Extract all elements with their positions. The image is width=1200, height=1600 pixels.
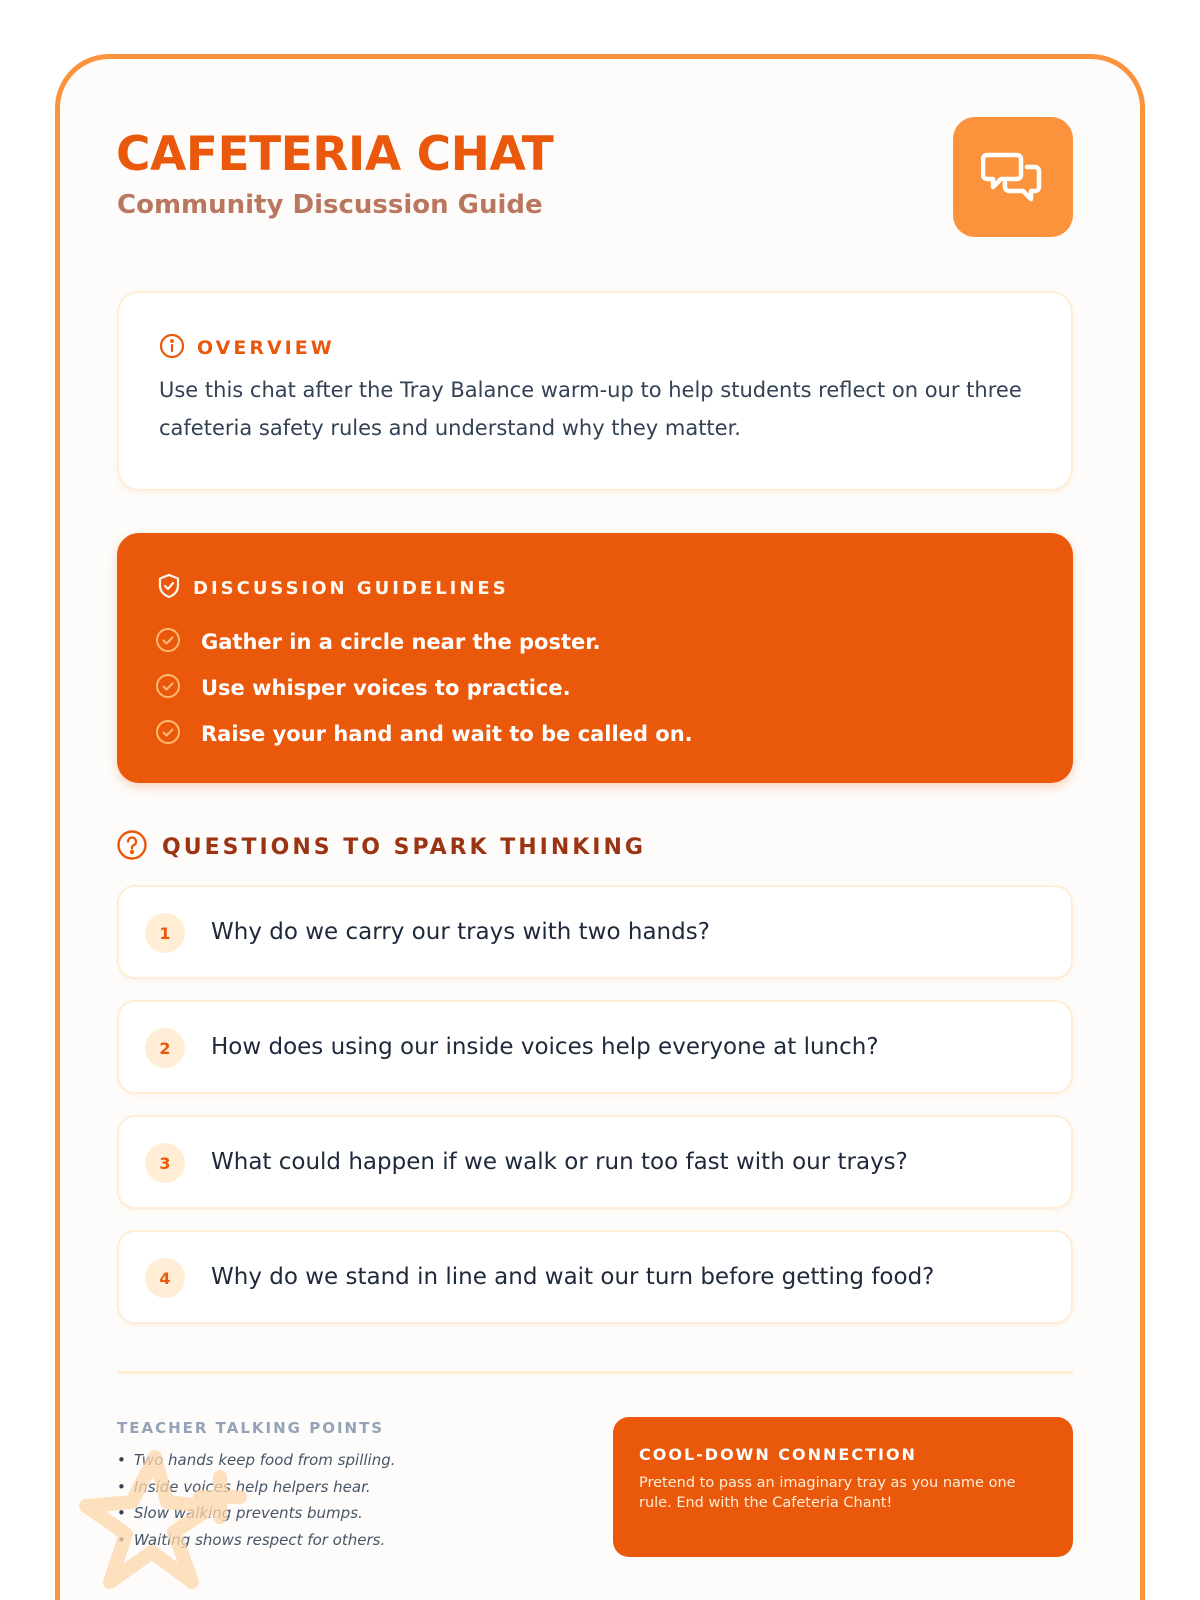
talking-point: • Two hands keep food from spilling.	[117, 1451, 396, 1478]
check-circle-icon	[155, 719, 181, 749]
question-circle-icon	[116, 829, 148, 865]
shield-check-icon	[157, 573, 181, 603]
questions-label: QUESTIONS TO SPARK THINKING	[162, 834, 646, 860]
cooldown-label: COOL-DOWN CONNECTION	[639, 1445, 917, 1464]
overview-header	[159, 333, 335, 363]
overview-label: OVERVIEW	[197, 337, 335, 359]
question-number: 4	[145, 1258, 185, 1298]
question-text: Why do we stand in line and wait our turn before getting food?	[211, 1264, 935, 1290]
guidelines-header	[157, 573, 509, 603]
question-number: 1	[145, 913, 185, 953]
question-number: 2	[145, 1028, 185, 1068]
question-number: 3	[145, 1143, 185, 1183]
question-card	[117, 1230, 1073, 1324]
page-title: CAFETERIA CHAT	[116, 127, 554, 182]
talking-point: • Inside voices help helpers hear.	[117, 1478, 396, 1505]
info-icon	[159, 333, 185, 363]
talking-point: • Slow walking prevents bumps.	[117, 1504, 396, 1531]
guidelines-list	[155, 619, 693, 757]
overview-box	[117, 291, 1073, 491]
page-subtitle: Community Discussion Guide	[117, 190, 543, 220]
question-text: Why do we carry our trays with two hands?	[211, 919, 710, 945]
guideline-item	[155, 711, 693, 757]
section-divider	[117, 1371, 1073, 1374]
overview-text: Use this chat after the Tray Balance warm-up to help students reflect on our three cafeteria safety rules and understand why they matter.	[159, 378, 1022, 440]
talking-points-label: TEACHER TALKING POINTS	[117, 1419, 385, 1437]
question-card	[117, 1115, 1073, 1209]
guideline-text: Gather in a circle near the poster.	[201, 630, 601, 654]
guidelines-label: DISCUSSION GUIDELINES	[193, 577, 509, 599]
cooldown-text: Pretend to pass an imaginary tray as you name one rule. End with the Cafeteria Chant!	[639, 1475, 1016, 1511]
question-card	[117, 885, 1073, 979]
guidelines-box	[117, 533, 1073, 783]
talking-point: • Waiting shows respect for others.	[117, 1531, 396, 1558]
chat-bubbles-icon	[953, 117, 1073, 237]
question-text: How does using our inside voices help everyone at lunch?	[211, 1034, 879, 1060]
check-circle-icon	[155, 673, 181, 703]
question-text: What could happen if we walk or run too fast with our trays?	[211, 1149, 908, 1175]
guideline-text: Raise your hand and wait to be called on.	[201, 722, 693, 746]
guideline-text: Use whisper voices to practice.	[201, 676, 571, 700]
guideline-item	[155, 619, 693, 665]
questions-list	[117, 885, 1073, 1345]
talking-points-list	[117, 1451, 396, 1557]
guideline-item	[155, 665, 693, 711]
check-circle-icon	[155, 627, 181, 657]
guide-card	[55, 54, 1145, 1600]
questions-header	[116, 829, 646, 865]
cooldown-box	[613, 1417, 1073, 1557]
question-card	[117, 1000, 1073, 1094]
